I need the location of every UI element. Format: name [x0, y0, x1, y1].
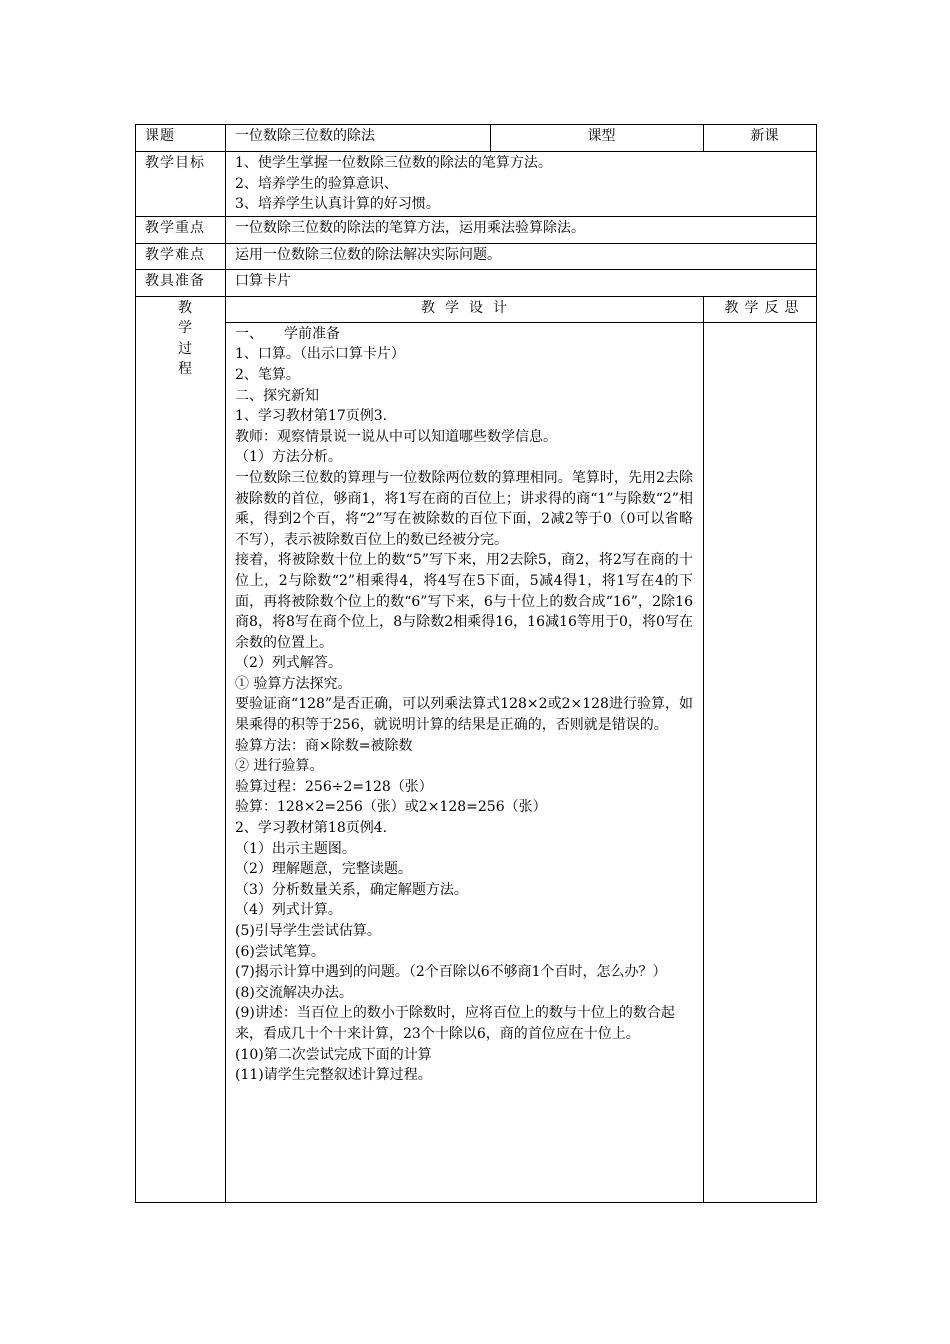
design-line: （1）出示主题图。 [235, 840, 356, 857]
process-body-row [136, 322, 817, 1202]
process-label-char: 程 [178, 361, 192, 378]
process-label-char: 学 [178, 320, 192, 337]
process-label [136, 296, 226, 1202]
difficulties-row [136, 243, 817, 269]
goals-content [226, 152, 817, 217]
design-line: 1、学习教材第17页例3. [235, 408, 388, 425]
design-paragraph: 接着，将被除数十位上的数“5”写下来，用2去除5，商2，将2写在商的十位上，2与除数“2”相乘得4，将4写在5下面，5减4得1，将1写在4的下面，再将被除数个位上的数“6”写下来，6与十位上的数合成“16”，2除16商8，将8写在商个位上，8与除数2相乘得16，16减16等用于0，将0写在余数的位置上。 [235, 552, 693, 651]
design-line: (7)揭示计算中遇到的问题。（2个百除以6不够商1个百时，怎么办？） [235, 964, 667, 981]
design-line: 验算过程：256÷2=128（张） [235, 778, 433, 795]
design-line: （4）列式计算。 [235, 902, 342, 919]
topic-value: 一位数除三位数的除法 [226, 125, 491, 152]
lesson-type-label: 课型 [491, 125, 704, 152]
difficulties-value: 运用一位数除三位数的除法解决实际问题。 [226, 243, 817, 269]
key-points-value: 一位数除三位数的除法的笔算方法，运用乘法验算除法。 [226, 216, 817, 243]
design-line: 1、口算。（出示口算卡片） [235, 346, 405, 363]
design-line: (9)讲述：当百位上的数小于除数时，应将百位上的数与十位上的数合起来，看成几十个十来计算，23个十除以6，商的首位应在十位上。 [235, 1005, 675, 1042]
design-paragraph: (8)交流解决办法。 [235, 984, 353, 1001]
materials-label: 教具准备 [136, 269, 226, 296]
design-line: （2）理解题意，完整读题。 [235, 861, 412, 878]
design-line: （1）方法分析。 [235, 449, 342, 466]
lesson-type-value: 新课 [704, 125, 817, 152]
goals-row [136, 152, 817, 217]
design-line: 2、学习教材第18页例4. [235, 820, 388, 837]
design-line: ② 进行验算。 [235, 758, 324, 775]
goal-item: 2、培养学生的验算意识、 [235, 175, 398, 192]
process-label-char: 过 [178, 340, 192, 357]
design-paragraph: (10)第二次尝试完成下面的计算 [235, 1046, 432, 1063]
goals-label: 教学目标 [136, 152, 226, 217]
design-line: 验算方法：商×除数=被除数 [235, 737, 413, 754]
design-line: (5)引导学生尝试估算。 [235, 923, 381, 939]
topic-label: 课题 [136, 125, 226, 152]
materials-row [136, 269, 817, 296]
design-line: （3）分析数量关系，确定解题方法。 [235, 881, 468, 898]
design-line: ① 验算方法探究。 [235, 675, 352, 692]
lesson-plan-table [135, 124, 817, 1203]
design-paragraph: 一位数除三位数的算理与一位数除两位数的算理相同。笔算时，先用2去除被除数的首位，够商1，将1写在商的百位上；讲求得的商“1”与除数“2”相乘，得到2个百，将“2”写在被除数的百位下面，2减2等于0（0可以省略不写），表示被除数百位上的数已经被分完。 [235, 469, 693, 548]
design-line: 验算：128×2=256（张）或2×128=256（张） [235, 799, 547, 816]
process-label-char: 教 [178, 299, 192, 316]
reflection-heading: 教学反思 [704, 296, 817, 322]
design-line: (11)请学生完整叙述计算过程。 [235, 1067, 432, 1084]
difficulties-label: 教学难点 [136, 243, 226, 269]
design-heading: 教学设计 [226, 296, 704, 322]
design-line: 一、 学前准备 [235, 325, 340, 342]
design-line: 教师：观察情景说一说从中可以知道哪些数学信息。 [235, 428, 557, 445]
design-paragraph: 要验证商“128”是否正确，可以列乘法算式128×2或2×128进行验算，如果乘得的积等于256，就说明计算的结果是正确的，否则就是错误的。 [235, 696, 693, 734]
design-content [226, 322, 704, 1202]
key-points-label: 教学重点 [136, 216, 226, 243]
reflection-content [704, 322, 817, 1202]
materials-value: 口算卡片 [226, 269, 817, 296]
goal-item: 1、使学生掌握一位数除三位数的除法的笔算方法。 [235, 155, 552, 171]
design-line: (6)尝试笔算。 [235, 943, 325, 960]
key-points-row [136, 216, 817, 243]
design-line: 2、笔算。 [235, 366, 300, 383]
design-line: 二、探究新知 [235, 387, 319, 404]
topic-row [136, 125, 817, 152]
process-heading-row [136, 296, 817, 322]
design-line: （2）列式解答。 [235, 655, 342, 672]
goal-item: 3、培养学生认真计算的好习惯。 [235, 196, 440, 213]
